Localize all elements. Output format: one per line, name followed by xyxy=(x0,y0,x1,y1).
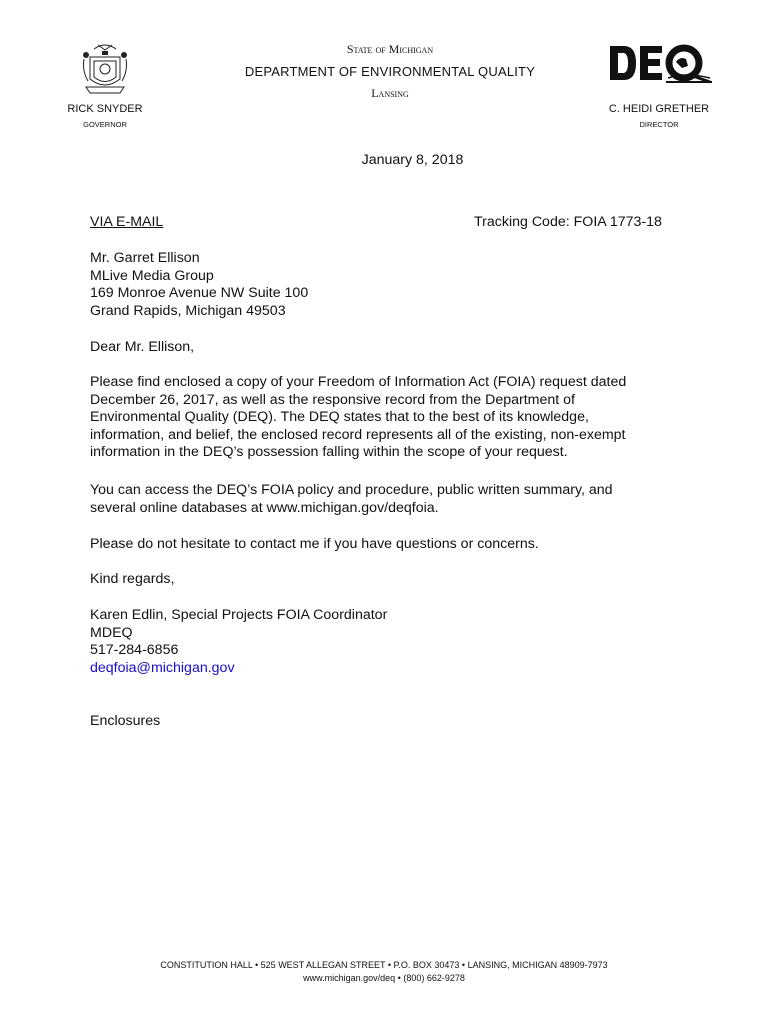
paragraph-2 xyxy=(90,482,690,517)
enclosures: Enclosures xyxy=(90,713,161,729)
signer-phone: 517-284-6856 xyxy=(90,642,179,659)
deq-logo-text: DEQ xyxy=(606,42,609,43)
paragraph-line: several online databases at www.michigan.gov/deqfoia. xyxy=(90,499,439,516)
salutation: Dear Mr. Ellison, xyxy=(90,339,195,355)
closing: Kind regards, xyxy=(90,571,175,587)
city-heading: Lansing xyxy=(371,86,409,100)
director-title: DIRECTOR xyxy=(639,120,679,129)
state-heading: State of Michigan xyxy=(346,42,434,56)
signature-block xyxy=(90,607,387,677)
governor-title: GOVERNOR xyxy=(83,120,127,129)
paragraph-3: Please do not hesitate to contact me if you have questions or concerns. xyxy=(90,536,539,552)
director-name: C. HEIDI GRETHER xyxy=(608,103,710,115)
tracking-code: Tracking Code: FOIA 1773-18 xyxy=(474,214,662,230)
paragraph-1 xyxy=(90,374,690,462)
delivery-method: VIA E-MAIL xyxy=(90,214,164,230)
address-line: MLive Media Group xyxy=(90,267,214,284)
deq-logo xyxy=(606,42,714,86)
address-line: Grand Rapids, Michigan 49503 xyxy=(90,302,286,319)
signer-org: MDEQ xyxy=(90,624,133,641)
paragraph-line: Environmental Quality (DEQ). The DEQ states that to the best of its knowledge, xyxy=(90,409,589,426)
paragraph-line: You can access the DEQ’s FOIA policy and procedure, public written summary, and xyxy=(90,482,613,498)
department-heading: DEPARTMENT OF ENVIRONMENTAL QUALITY xyxy=(244,64,536,79)
address-line: Mr. Garret Ellison xyxy=(90,250,200,266)
michigan-seal-icon xyxy=(80,41,130,101)
signer-email-link[interactable]: deqfoia@michigan.gov xyxy=(90,659,235,676)
footer-address: CONSTITUTION HALL • 525 WEST ALLEGAN STREET • P.O. BOX 30473 • LANSING, MICHIGAN 48909-7973 xyxy=(160,960,608,970)
paragraph-line: December 26, 2017, as well as the responsive record from the Department of xyxy=(90,391,575,408)
paragraph-line: information in the DEQ’s possession falling within the scope of your request. xyxy=(90,444,568,461)
paragraph-line: information, and belief, the enclosed record represents all of the existing, non-exempt xyxy=(90,426,626,443)
paragraph-line: Please find enclosed a copy of your Freedom of Information Act (FOIA) request dated xyxy=(90,374,627,390)
footer-web-phone: www.michigan.gov/deq • (800) 662-9278 xyxy=(303,973,465,983)
governor-name: RICK SNYDER xyxy=(67,103,143,115)
recipient-address xyxy=(90,250,308,320)
signer-name-title: Karen Edlin, Special Projects FOIA Coordinator xyxy=(90,607,388,623)
letter-date: January 8, 2018 xyxy=(361,152,464,168)
address-line: 169 Monroe Avenue NW Suite 100 xyxy=(90,285,309,302)
